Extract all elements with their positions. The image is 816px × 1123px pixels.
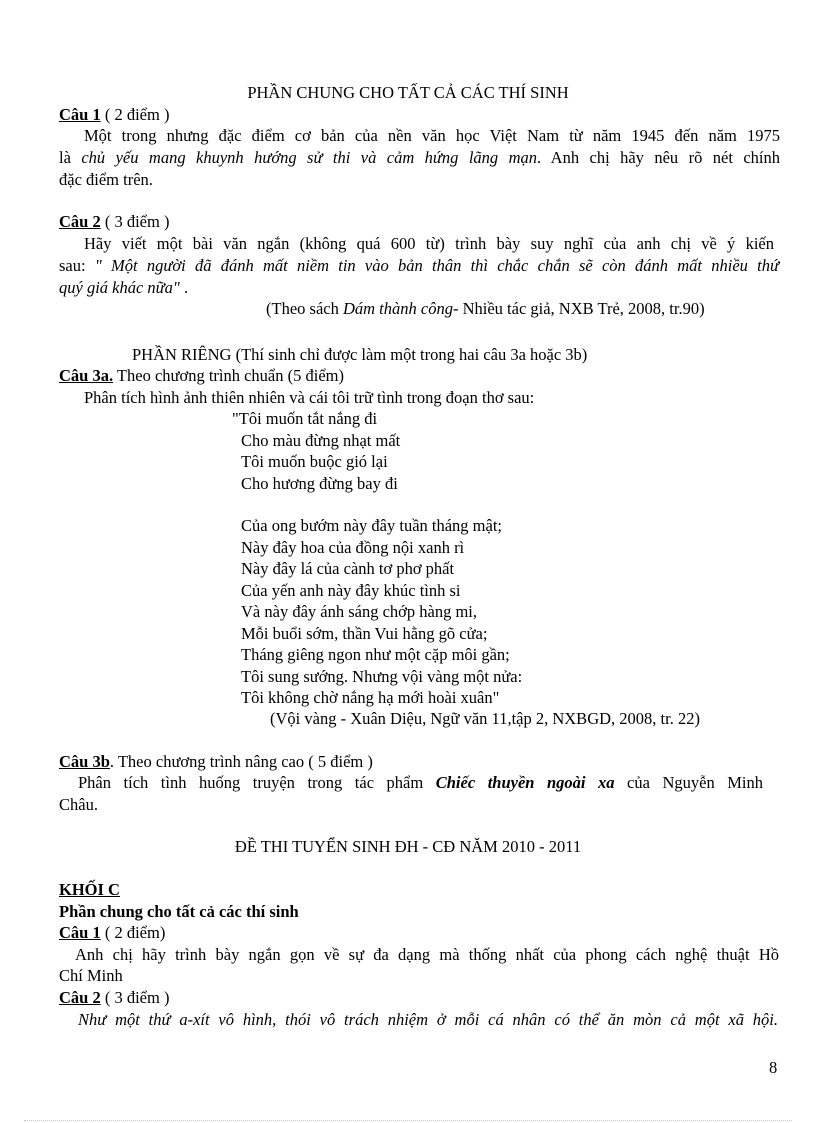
q2-label: Câu 2 [59,212,101,231]
q3b-work-title: Chiếc thuyền ngoài xa [435,773,615,792]
poem-line: Tháng giêng ngon như một cặp môi gần; [241,645,510,664]
q3b-line1 [78,773,763,793]
poem-line: Tôi muốn buộc gió lại [241,452,388,471]
poem-line: Của yến anh này đây khúc tình si [241,581,461,600]
poem-line: Mỗi buổi sớm, thần Vui hằng gõ cửa; [241,624,488,643]
poem-line: Của ong bướm này đây tuần tháng mật; [241,516,502,535]
q1-points: ( 2 điểm ) [100,105,170,124]
q2-header [59,212,169,232]
q2-source-prefix: (Theo sách [266,299,343,318]
part1-heading: PHẦN CHUNG CHO TẤT CẢ CÁC THÍ SINH [247,83,569,102]
poem-line: Tôi không chờ nắng hạ mới hoài xuân" [241,688,500,707]
q2-source-book: Dám thành công [342,299,453,318]
poem-line: Cho hương đừng bay đi [241,474,398,493]
exam2-q1-points: ( 2 điểm) [100,923,166,942]
q2-line3-italic: quý giá khác nữa" [59,278,180,297]
exam2-q1-header [59,923,165,943]
poem-line: Này đây hoa của đồng nội xanh rì [241,538,465,557]
q2-line2-italic: " Một người đã đánh mất niềm tin vào bản thân thì chắc chắn sẽ còn đánh mất nhiều thứ [94,256,779,275]
exam2-q1-line2: Chí Minh [59,966,123,985]
q2-line2 [59,256,779,276]
q2-source-suffix: - Nhiều tác giả, NXB Trẻ, 2008, tr.90) [452,299,705,318]
q1-header [59,105,169,125]
exam2-heading: ĐỀ THI TUYỂN SINH ĐH - CĐ NĂM 2010 - 2011 [234,837,582,856]
q1-line2-prefix: là [59,148,82,167]
exam2-q2-line1: Như một thứ a-xít vô hình, thói vô trách nhiệm ở mỗi cá nhân có thể ăn mòn cả một xã hội. [78,1010,778,1029]
q2-line1: Hãy viết một bài văn ngắn (không quá 600 từ) trình bày suy nghĩ của anh chị về ý kiến [84,234,774,253]
q3b-line1-suffix: của Nguyễn Minh [614,773,763,792]
poem-line: Này đây lá của cành tơ phơ phất [241,559,455,578]
exam2-q2-header [59,988,169,1008]
poem-line: Và này đây ánh sáng chớp hàng mi, [241,602,477,621]
exam2-subheading: Phần chung cho tất cả các thí sinh [59,902,299,921]
exam2-q1-label: Câu 1 [59,923,101,942]
part2-heading: PHẦN RIÊNG (Thí sinh chỉ được làm một trong hai câu 3a hoặc 3b) [132,345,588,364]
q3b-line1-prefix: Phân tích tình huống truyện trong tác phẩm [78,773,436,792]
q1-line2 [59,148,780,168]
q3a-header [59,366,344,386]
q3b-title: . Theo chương trình nâng cao ( 5 điểm ) [109,752,373,771]
exam2-block: KHỐI C [59,880,120,899]
q2-line3 [59,278,188,298]
q1-line2-suffix: . Anh chị hãy nêu rõ nét chính [537,148,780,167]
page-number: 8 [769,1058,778,1077]
q3b-label: Câu 3b [59,752,110,771]
poem-line: "Tôi muốn tắt nắng đi [232,409,378,428]
exam2-q2-points: ( 3 điểm ) [100,988,170,1007]
q1-line2-italic: chủ yếu mang khuynh hướng sử thi và cảm hứng lãng mạn [81,148,538,167]
q3a-instruction: Phân tích hình ảnh thiên nhiên và cái tôi trữ tình trong đoạn thơ sau: [84,388,535,407]
q3a-title: Theo chương trình chuẩn (5 điểm) [113,366,344,385]
q3b-header [59,752,373,772]
q1-line1: Một trong nhưng đặc điểm cơ bản của nền văn học Việt Nam từ năm 1945 đến năm 1975 [84,126,780,145]
exam2-q1-line1: Anh chị hãy trình bày ngắn gọn về sự đa dạng mà thống nhất của phong cách nghệ thuật Hồ [75,945,779,964]
q3a-label: Câu 3a. [59,366,114,385]
q2-line3-suffix: . [179,278,189,297]
exam2-q2-label: Câu 2 [59,988,101,1007]
poem-line: Tôi sung sướng. Nhưng vội vàng một nửa: [241,667,523,686]
q2-line2-prefix: sau: [59,256,95,275]
q2-points: ( 3 điểm ) [100,212,170,231]
q1-label: Câu 1 [59,105,101,124]
q2-source [266,299,705,319]
q1-line3: đặc điểm trên. [59,170,153,189]
q3b-line2: Châu. [59,795,98,814]
poem-line: Cho màu đừng nhạt mất [241,431,401,450]
bottom-dotted-rule [24,1120,792,1121]
poem-source: (Vội vàng - Xuân Diệu, Ngữ văn 11,tập 2, NXBGD, 2008, tr. 22) [270,709,700,728]
